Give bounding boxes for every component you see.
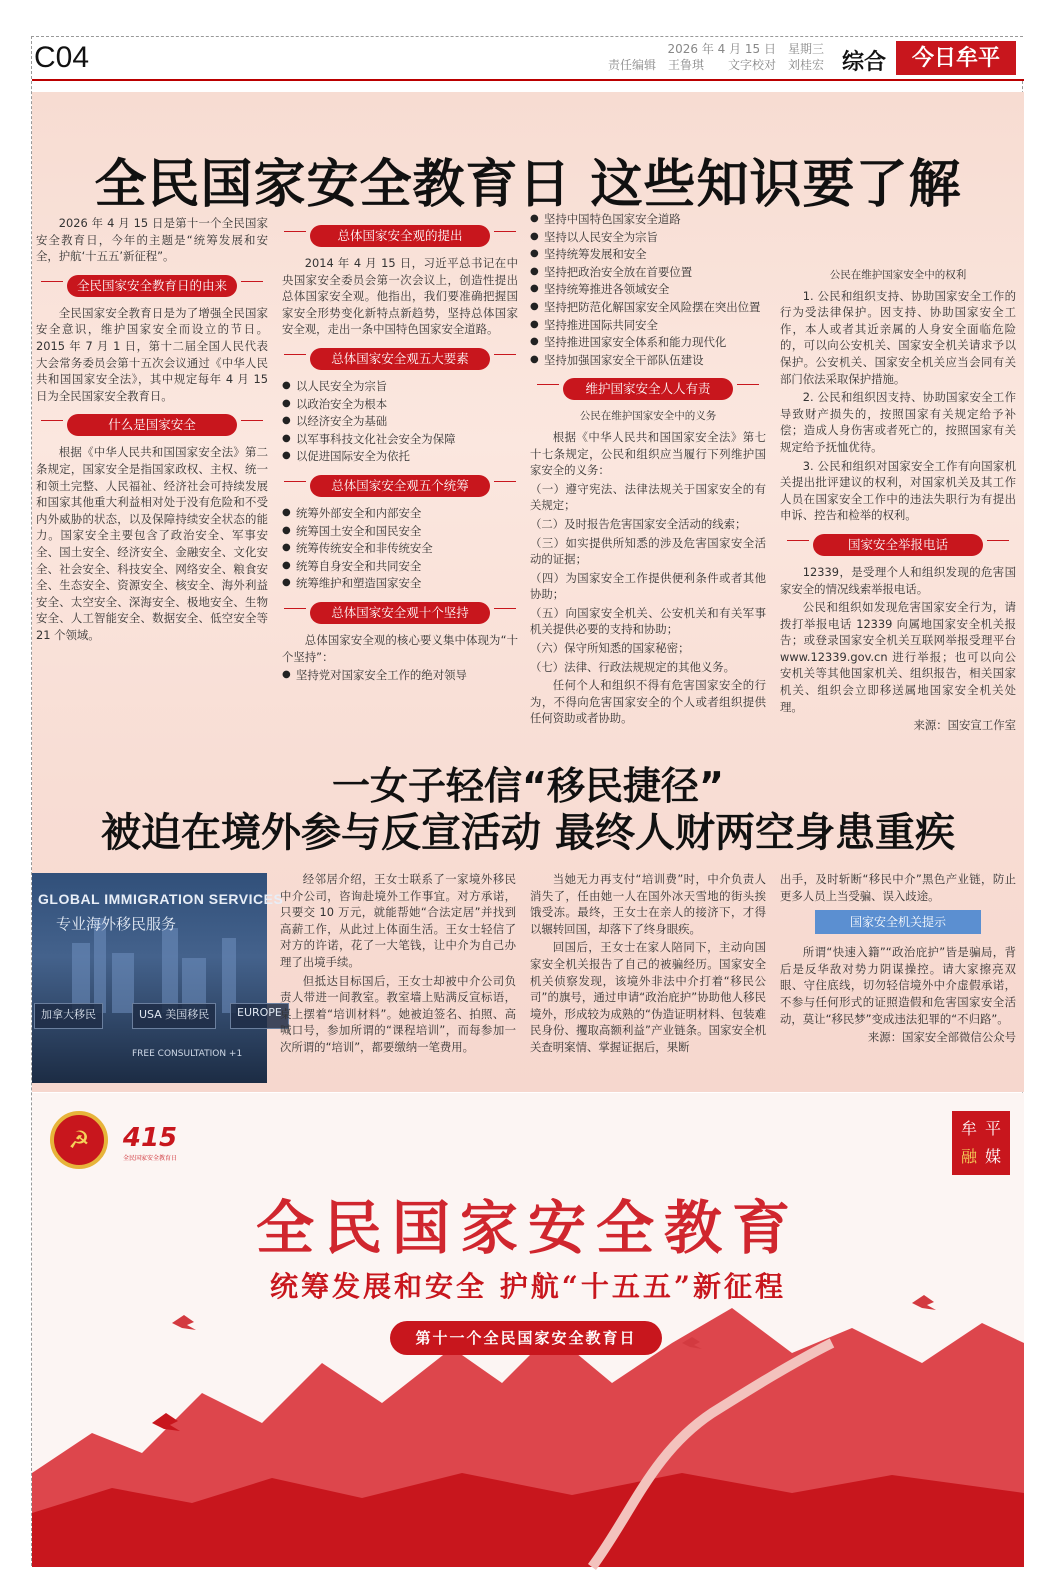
article2-para: 当她无力再支付“培训费”时，中介负责人消失了，任由她一人在国外冰天雪地的街头挨饿受冻。最终，王女士在亲人的接济下，才得以辗转回国，却落下了终身眼疾。 [530,872,766,936]
ten-list-start [282,667,518,684]
section-pill-what: 什么是国家安全 [67,414,237,436]
tip-box-title: 国家安全机关提示 [815,910,981,934]
duty-item: （六）保守所知悉的国家秘密； [530,641,690,656]
duty-item: （七）法律、行政法规规定的其他义务。 [530,659,736,674]
proposal-text: 2014 年 4 月 15 日，习近平总书记在中央国家安全委员会第一次会议上，创造性提出总体国家安全观。他指出，我们要准确把握国家安全形势变化新特点新趋势，坚持总体国家安全观，走出一条中国特色国家安全道路。 [282,256,518,337]
duty-item: （三）如实提供所知悉的涉及危害国家安全活动的证据； [530,535,766,567]
list-item: ● 坚持以人民安全为宗旨 [530,229,766,246]
list-item: ● 坚持统筹发展和安全 [530,246,766,263]
list-item: ● 统筹传统安全和非传统安全 [282,540,518,557]
masthead-meta [608,41,824,73]
list-item: ● 坚持把防范化解国家安全风险摆在突出位置 [530,299,766,316]
logo-number: 415 [122,1123,178,1153]
rights-item: 2. 公民和组织因支持、协助国家安全工作导致财产损失的，按照国家有关规定给予补偿；造成人身伤害或者死亡的，按照国家有关规定给予抚恤优待。 [780,390,1016,454]
date-line: 2026 年 4 月 15 日 星期三 [667,42,824,56]
page-number: C04 [34,41,90,74]
article2-column-2 [530,871,766,1058]
list-item: ● 坚持中国特色国家安全道路 [530,211,766,228]
article1-headline: 全民国家安全教育日 这些知识要了解 [94,155,962,215]
section-pill-duty: 维护国家安全人人有责 [563,378,733,400]
section-pill-five-coordinations: 总体国家安全观五个统筹 [310,475,490,497]
police-emblem-icon: ☭ [50,1111,108,1169]
article2-column-1 [280,871,516,1058]
article1-column-4 [780,263,1016,736]
article2-column-3 [780,871,1016,1048]
list-item: ● 坚持把政治安全放在首要位置 [530,264,766,281]
article1-column-3 [530,211,766,729]
skyline-building [112,953,134,1013]
rights-subhead: 公民在维护国家安全中的权利 [829,269,967,281]
rights-item: 3. 公民和组织对国家安全工作有向国家机关提出批评建议的权利，对国家机关及其工作人员在国家安全工作中的违法失职行为有提出申诉、控告和检举的权利。 [780,458,1016,523]
article2-para: 但抵达目标国后，王女士却被中介公司负责人带进一间教室。教室墙上贴满反宣标语，桌上摆着“培训材料”。她被迫签名、拍照、高喊口号，参加所谓的“课程培训”，而每参加一次所谓的“培训”，都要缴纳一笔费用。 [280,973,516,1054]
editor-line: 责任编辑 王鲁琪 文字校对 刘桂宏 [607,58,824,72]
photo-sign-europe: EUROPE [230,1003,289,1029]
duty-item: （五）向国家安全机关、公安机关和有关军事机关提供必要的支持和协助； [530,605,766,637]
article1-intro: 2026 年 4 月 15 日是第十一个全民国家安全教育日，今年的主题是“统筹发展和安全，护航‘十五五’新征程”。 [36,216,268,264]
media-char: 平 [984,1119,1001,1138]
list-item: ● 统筹维护和塑造国家安全 [282,575,518,592]
origin-text: 全民国家安全教育日是为了增强全民国家安全意识，维护国家安全而设立的节日。2015 年 7 月 1 日，第十二届全国人民代表大会常务委员会第十五次会议通过《中华人民共和国国家安全法》，其中规定每年 4 月 15 日为全民国家安全教育日。 [36,305,268,403]
hotline-text-1: 12339，是受理个人和组织发现的危害国家安全的情况线索举报电话。 [780,564,1016,596]
dove-icon [172,1315,196,1330]
duty-item: （一）遵守宪法、法律法规关于国家安全的有关规定； [530,481,766,513]
photo-sign-canada: 加拿大移民 [34,1003,103,1029]
photo-footer-text: FREE CONSULTATION +1 [132,1049,243,1059]
tip-text: 所谓“快速入籍”“政治庇护”皆是骗局，背后是反华敌对势力阴谋操控。请大家擦亮双眼、守住底线，切勿轻信境外中介虚假承诺，不参与任何形式的证照造假和危害国家安全活动，莫让“移民梦”变成违法犯罪的“不归路”。 [780,945,1016,1026]
article1-source: 来源：国安宣工作室 [913,718,1016,733]
banner-title: 全民国家安全教育 [255,1194,800,1262]
list-item: ● 统筹自身安全和共同安全 [282,558,518,575]
list-item: ● 坚持加强国家安全干部队伍建设 [530,352,766,369]
muping-media-logo [952,1111,1010,1175]
list-item: ● 以军事科技文化社会安全为保障 [282,431,518,448]
ten-list-continued [530,211,766,368]
duty-tail: 任何个人和组织不得有危害国家安全的行为，不得向危害国家安全的个人或者组织提供任何资助或者协助。 [530,678,766,726]
list-item: ● 坚持推进国家安全体系和能力现代化 [530,334,766,351]
list-item: ● 坚持党对国家安全工作的绝对领导 [282,667,518,684]
article2-para: 回国后，王女士在家人陪同下，主动向国家安全机关报告了自己的被骗经历。国家安全机关侦察发现，该境外非法中介打着“移民公司”的旗号，通过申请“政治庇护”协助他人移民境外，形成较为成熟的“伪造证明材料、包装难民身份、攫取高额利益”产业链条。国家安全机关查明案情、掌握证据后，果断 [530,940,766,1054]
paper-logo: 今日牟平 [896,41,1016,75]
media-char: 牟 [960,1119,977,1138]
masthead [32,37,1024,81]
section-name: 综合 [841,50,886,75]
rights-item: 1. 公民和组织支持、协助国家安全工作的行为受法律保护。因支持、协助国家安全工作，本人或者其近亲属的人身安全面临危险的，可以向公安机关、国家安全机关请求予以保护。公安机关、国家安全机关应当会同有关部门依法采取保护措施。 [780,288,1016,386]
photo-sign-chinese: 专业海外移民服务 [56,915,177,933]
section-pill-origin: 全民国家安全教育日的由来 [67,275,237,297]
list-item: ● 以政治安全为根本 [282,396,518,413]
article1-column-2 [282,215,518,685]
newspaper-page [31,36,1023,1566]
hotline-text-2: 公民和组织如发现危害国家安全行为，请拨打举报电话 12339 向属地国家安全机关报告；或登录国家安全机关互联网举报受理平台 www.12339.gov.cn 进行举报；也可以向公安机关等其他国家机关、组织报告，相关国家机关、组织会立即移送属地国家安全机关处理。 [780,600,1016,714]
section-pill-hotline: 国家安全举报电话 [813,534,983,556]
media-char: 融 [960,1147,977,1166]
immigration-office-photo [32,873,284,1083]
media-char: 媒 [984,1147,1001,1166]
section-pill-ten: 总体国家安全观十个坚持 [310,602,490,624]
photo-sign-english: GLOBAL IMMIGRATION SERVICES [38,891,284,907]
article2-para: 出手，及时斩断“移民中介”黑色产业链，防止更多人员上当受骗、误入歧途。 [780,872,1016,903]
five-elements-list [282,378,518,465]
skyline-building [162,928,178,1013]
section-pill-five-elements: 总体国家安全观五大要素 [310,348,490,370]
education-day-logo [118,1123,182,1171]
article1-column-1 [36,215,268,645]
article2-headline-line2: 被迫在境外参与反宣活动 最终人财两空身患重疾 [101,810,955,856]
duty-subhead: 公民在维护国家安全中的义务 [579,410,717,423]
list-item: ● 以经济安全为基础 [282,413,518,430]
what-text: 根据《中华人民共和国国家安全法》第二条规定，国家安全是指国家政权、主权、统一和领土完整、人民福祉、经济社会可持续发展和国家其他重大利益相对处于没有危险和不受内外威胁的状态，以及保障持续安全状态的能力。国家安全主要包含了政治安全、军事安全、国土安全、经济安全、金融安全、文化安全、社会安全、科技安全、网络安全、粮食安全、生态安全、资源安全、核安全、海外利益安全、太空安全、深海安全、极地安全、生物安全、人工智能安全、数据安全、低空安全等 21 个领域。 [36,445,268,642]
list-item: ● 统筹外部安全和内部安全 [282,505,518,522]
photo-sign-usa: USA 美国移民 [132,1003,216,1029]
list-item: ● 以促进国际安全为依托 [282,448,518,465]
duty-item: （二）及时报告危害国家安全活动的线索； [530,516,747,531]
list-item: ● 以人民安全为宗旨 [282,378,518,395]
list-item: ● 坚持推进国际共同安全 [530,317,766,334]
article2-source: 来源：国家安全部微信公众号 [867,1030,1016,1045]
promo-banner [32,1093,1024,1567]
section-pill-proposal: 总体国家安全观的提出 [310,225,490,247]
article2-para: 经邻居介绍，王女士联系了一家境外移民中介公司，咨询赴境外工作事宜。对方承诺，只要交 10 万元，就能帮她“合法定居”并找到高薪工作，从此过上体面生活。王女士轻信了对方的许诺，花了一大笔钱，让中介为自己办理了出境手续。 [280,872,516,969]
list-item: ● 坚持统筹推进各领域安全 [530,281,766,298]
logo-caption: 全民国家安全教育日 [122,1155,177,1162]
duty-item: （四）为国家安全工作提供便利条件或者其他协助； [530,570,766,602]
article2-headline-line1: 一女子轻信“移民捷径” [332,764,724,808]
ten-intro: 总体国家安全观的核心要义集中体现为“十个坚持”： [282,632,518,664]
banner-pill: 第十一个全民国家安全教育日 [390,1321,662,1355]
duty-intro: 根据《中华人民共和国国家安全法》第七十七条规定，公民和组织应当履行下列维护国家安全的义务： [530,429,766,478]
list-item: ● 统筹国土安全和国民安全 [282,523,518,540]
five-coordinations-list [282,505,518,592]
banner-subtitle: 统筹发展和安全 护航“十五五”新征程 [270,1270,786,1303]
skyline-building [222,938,236,1013]
